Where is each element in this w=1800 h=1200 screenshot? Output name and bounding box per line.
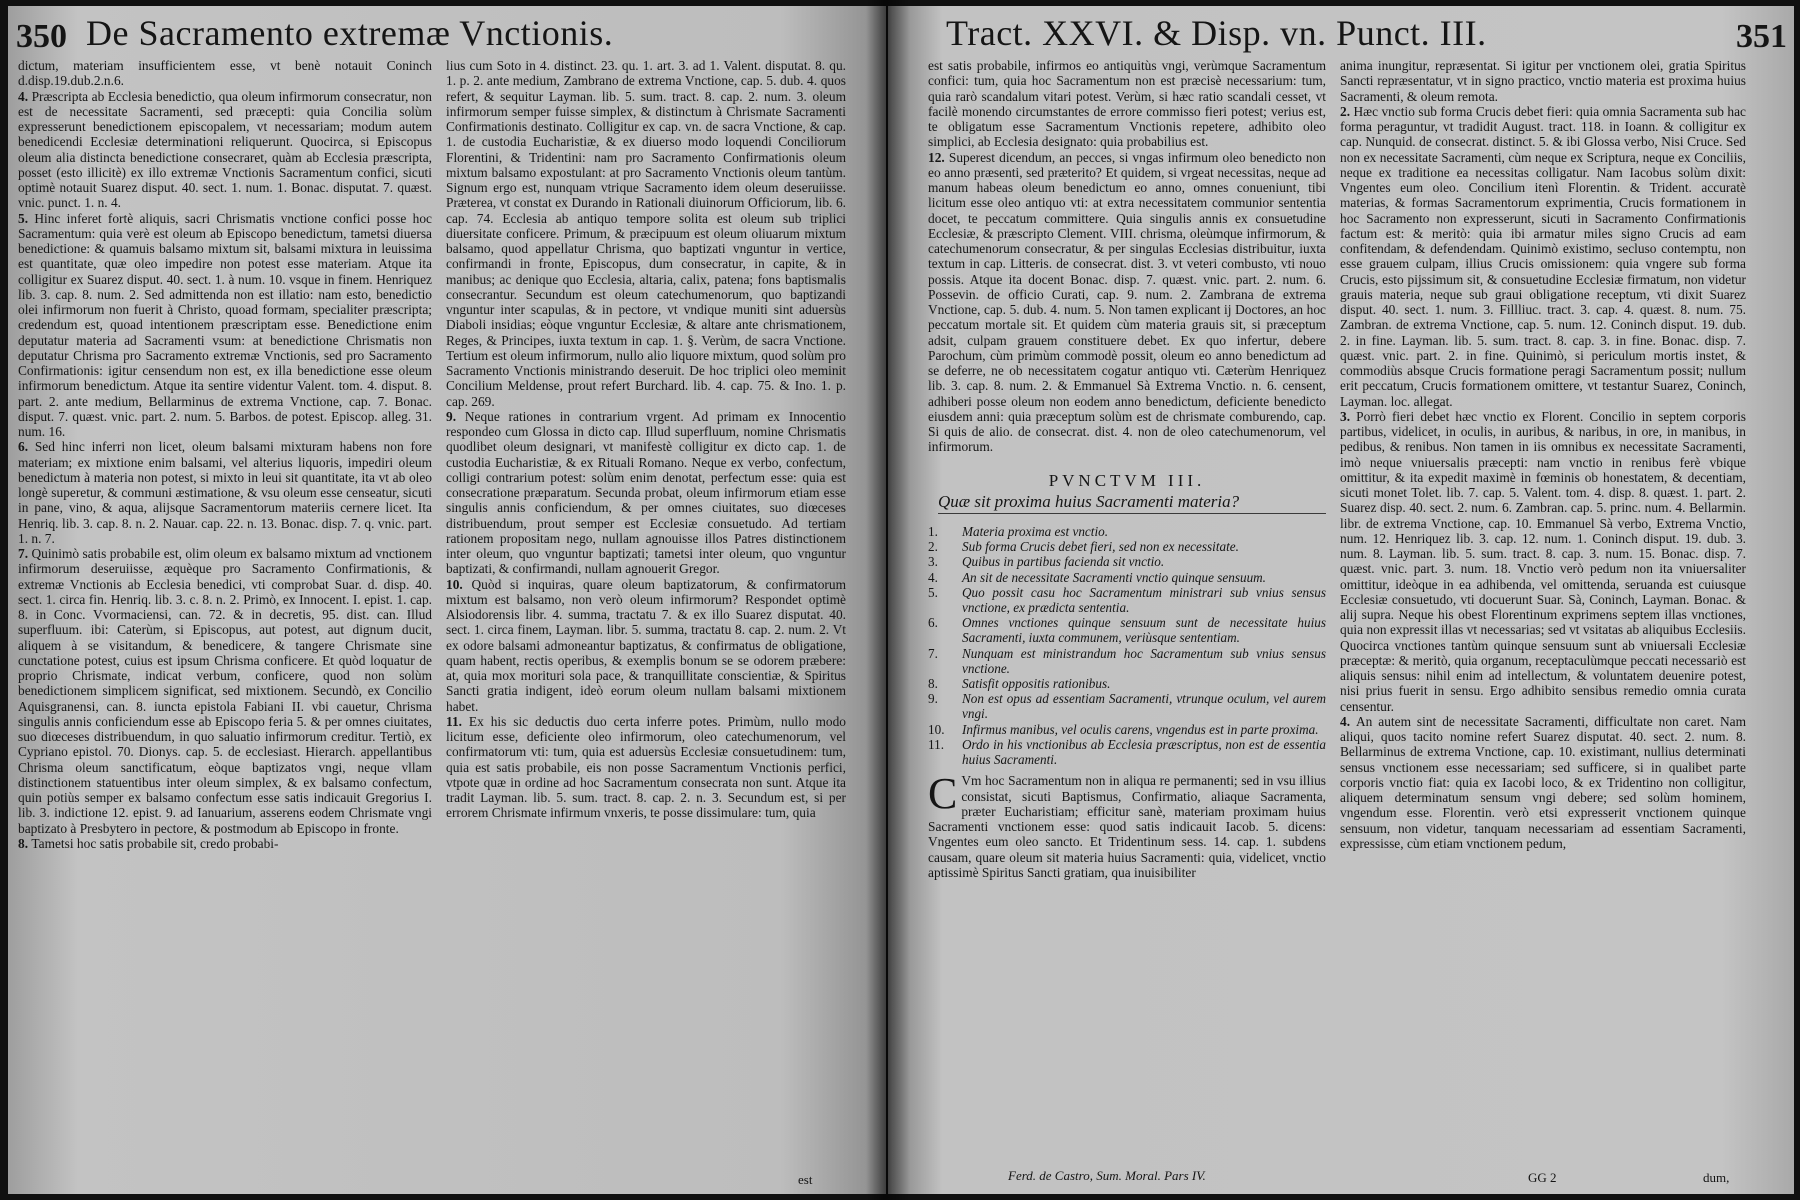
summary-item (928, 676, 1326, 691)
summary-item-text: Materia proxima est vnctio. (962, 524, 1109, 539)
paragraph-number: 2. (1340, 103, 1354, 119)
left-col2-paragraph: 11. Ex his sic deductis duo certa inferre potes. Primùm, nullo modo licitum esse, deficiente oleo infirmorum, oleo catechumenorum, vel confirmatorum vti: tum, quia est aduersùs Ecclesiæ consuetudinem: tum, quia est satis probabile, eis non posse Sacramentum Vnctionis perfici, vtpote quæ in ordine ad hoc Sacramentum consecrata non sunt. Atque ita tradit Layman. lib. 5. sum. tract. 8. cap. 2. n. 3. Secundum est, si per errorem Chrismate infirmum vnxeris, te posse dissimulare: tum, quia (446, 713, 846, 821)
summary-item (928, 539, 1326, 554)
summary-item-number: 9. (928, 691, 938, 707)
catchword: dum, (1703, 1170, 1730, 1185)
summary-item-number: 4. (928, 569, 938, 585)
left-col1-paragraph: 4. Præscripta ab Ecclesia benedictio, qua oleum infirmorum consecratur, non est de necessitate Sacramenti, sed præcepti: quia Concilia solùm expresserunt benedictionem episcopalem, vt necessariam; modum autem benedicendi Ecclesiæ determinationi reliquerunt. Quocirca, si Episcopus oleum alia distincta benedictione consecraret, quàm ab Ecclesia præscripta, posset (esto illicitè) ex illo extremæ Vnctionis Sacramentum confici, sicuti optimè notauit Suarez disput. 40. sect. 1. num. 1. Bonac. disputat. 7. quæst. vnic. punct. 1. n. 4. (18, 88, 432, 211)
paragraph-number: 10. (446, 576, 472, 592)
running-head: De Sacramento extremæ Vnctionis. (86, 13, 614, 53)
left-col1-paragraph: 7. Quinimò satis probabile est, olim oleum ex balsamo mixtum ad vnctionem infirmorum deseruiisse, æquèque pro Sacramento Confirmationis, & extremæ Vnctionis ab Ecclesia benedici, vti comprobat Suar. d. disp. 40. sect. 1. circa fin. Henriq. lib. 3. c. 8. n. 2. Primò, ex Innocent. I. epist. 1. cap. 8. in Conc. Vvormaciensi, can. 72. & in decretis, 95. dist. can. Illud superfluum. ibi: Caterùm, si Episcopus, aut potest, aut dignum ducit, aliquem à se visitandum, & benedicere, & tangere Chrismate sine cunctatione potest, cuius est ipsum Chrisma conficere. Et quòd loquatur de proprio Chrismate, indicat verbum, conficere, quod non solùm benedictionem simplicem significat, sed mixtionem. Secundò, ex Concilio Aquisgranensi, can. 8. iuncta epistola Fabiani II. vbi cauetur, Chrisma singulis annis conficiendum esse ab Episcopo feria 5. & per omnes ciuitates, suo diœceses distribuendum, in quo saluatio infirmorum creditur. Tertiò, ex Cypriano epistol. 70. Dionys. cap. 5. de ecclesiast. Hierarch. appellantibus Chrisma oleum sanctificatum, eòque baptizatos vngi, neque vllam distinctionem statuentibus inter oleum simplex, & ex balsamo confectum, quin potiùs semper ex balsamo confectum esse satis indicauit Gregorius I. lib. 3. indictione 12. epist. 9. ad Ianuarium, asserens eodem Chrismate vngi baptizato à Presbytero in pectore, & postmodum ab Episcopo in fronte. (18, 546, 432, 836)
summary-item-text: Sub forma Crucis debet fieri, sed non ex necessitate. (962, 539, 1239, 555)
left-col2-paragraph: lius cum Soto in 4. distinct. 23. qu. 1. art. 3. ad 1. Valent. disputat. 8. qu. 1. p. 2. ante medium, Zambrano de extrema Vnctione, cap. 5. dub. 4. quos refert, & sequitur Layman. lib. 5. sum. tract. 8. cap. 2. num. 3. oleum infirmorum semper fuisse simplex, & distinctum à Chrismate Sacramenti Confirmationis destinato. Colligitur ex cap. vn. de sacra Vnctione, & cap. 1. de custodia Eucharistiæ, & ex diuerso modo loquendi Conciliorum Florentini, & Tridentini: nam pro Sacramento Confirmationis oleum mixtum balsamo expostulant: at pro Sacramento Vnctionis oleum tantùm. Signum ergo est, nunquam vtrique Sacramento idem oleum deseruiisse. Præterea, vt constat ex Durando in Rationali diuinorum Officiorum, lib. 6. cap. 74. Ecclesia ab antiquo tempore solita est oleum sub triplici diuersitate conficere. Primum, & præcipuum est oleum oliuarum mixtum balsamo, quod appellatur Chrisma, quo baptizati vnguntur in vertice, confirmandi in fronte, Episcopus, dum consecratur, in capite, & in manibus; ac denique quo Ecclesia, altaria, calix, patena; fons baptismalis consecrantur. Secundum est oleum catechumenorum, quo baptizandi vnguntur inter scapulas, & in pectore, vt vndique muniti sint aduersùs Diaboli insidias; eòque vnguntur Ecclesiæ, & altare ante chrismationem, Reges, & Principes, iuxta textum in cap. 1. §. Verùm, de sacra Vnctione. Tertium est oleum infirmorum, nullo alio liquore mixtum, quod solùm pro Sacramento Vnctionis ministrando deseruit. De hoc triplici oleo meminit Concilium Meldense, prout refert Burchard. lib. 4. cap. 75. & Ino. 1. p. cap. 269. (446, 58, 846, 409)
right-col2-paragraph: 3. Porrò fieri debet hæc vnctio ex Florent. Concilio in septem corporis partibus, videlicet, in oculis, in auribus, & naribus, in ore, in manibus, in pedibus, & renibus. Non tamen in iis omnibus ex necessitate Sacramenti, imò neque vniuersalis præcepti: nam vnctio in renibus ferè vbique omittitur, & ita expedit maximè in fœminis ob honestatem, & decentiam, sicuti monet Tolet. lib. 7. cap. 5. Valent. tom. 4. disp. 8. quæst. 1. part. 2. Suarez disp. 40. sect. 2. num. 6. Zambran. cap. 5. princ. num. 4. Bellarmin. libr. de extrema Vnctione, cap. 10. Emmanuel Sà verbo, Extrema Vnctio, num. 12. Henriquez lib. 3. cap. 12. num. 1. Coninch disput. 19. dub. 3. num. 8. Layman. lib. 5. sum. tract. 8. cap. 3. num. 15. Bonac. disp. 7. quæst. vnic. part. 3. num. 18. Vnctio verò pedum non ita vniuersaliter omittitur, ideòque in ea adhibenda, vel omittenda, seruanda est cuiusque Ecclesiæ consuetudo, vti docuerunt Suar. Sà, Coninch, Layman. Bonac. & alij supra. Neque his obest Florentinum exprimens septem illas vnctiones, quia non expressit illas vt necessarias; sed vt vsitatas ab aliquibus Ecclesiis. Quocirca vnctiones tantùm quinque sensuum sunt ab vniuersali Ecclesiæ præceptæ: & meritò, quia organum, receptaculùmque peccati necessariò est aliquis sensus: nihil enim ad intellectum, & voluntatem deuenire potest, nisi prius fuerit in sensu. Ergo adhibito sensibus remedio omnia curata censentur. (1340, 408, 1746, 714)
paragraph-number: 8. (18, 835, 32, 851)
page-number: 351 (1736, 18, 1787, 55)
summary-item-number: 3. (928, 554, 938, 570)
paragraph-number: 7. (18, 546, 32, 561)
summary-item (928, 737, 1326, 767)
paragraph-number: 12. (928, 149, 949, 165)
left-col1-paragraph: 5. Hinc inferet fortè aliquis, sacri Chrismatis vnctione confici posse hoc Sacramentum: quia verè est oleum ab Episcopo benedictum, tametsi diuersa benedictione: & quamuis balsamo mixtum sit, balsami mixtura in leuissima est quantitate, quæ oleo impedire non potest esse materiam. Atque ita colligitur ex Suarez disput. 40. sect. 1. à num. 10. vsque in finem. Henriquez lib. 3. cap. 8. num. 2. Sed admittenda non est illatio: nam esto, benedictio olei infirmorum non fuerit à Christo, quoad formam, specialiter præscripta; credendum est, quoad intentionem præscriptam esse. Benedictione enim deputatur materia ad Sacramenti vsum: at benedictione Chrismatis non deputatur Chrisma pro Sacramento extremæ Vnctionis, sed pro Sacramento Confirmationis: igitur censendum non est, ex illa benedictione esse oleum infirmorum benedictum. Atque ita sentire videntur Valent. tom. 4. disput. 8. part. 2. ante medium, Bellarminus de extrema Vnctione, cap. 7. Bonac. disput. 7. quæst. vnic. part. 2. num. 5. Barbos. de potest. Episcop. alleg. 31. num. 16. (18, 210, 432, 439)
right-column-2 (1340, 58, 1746, 1182)
right-column-1 (928, 58, 1326, 1182)
left-col1-paragraph: dictum, materiam insufficientem esse, vt benè notauit Coninch d.disp.19.dub.2.n.6. (18, 58, 432, 89)
left-col1-paragraph: 6. Sed hinc inferri non licet, oleum balsami mixturam habens non fore materiam; ex mixtione enim balsami, vel alterius liquoris, impediri oleum benedictum à materia non potest, si mixto in leui sit quantitate, ita vt ab oleo longè superetur, & communi æstimatione, & vsu oleum esse censeatur, sicuti in pane, vino, & aqua, alijsque Sacramentorum materiis cernere licet. Ita Henriq. lib. 3. cap. 8. n. 2. Nauar. cap. 22. n. 13. Bonac. disp. 7. q. vnic. part. 1. n. 7. (18, 439, 432, 546)
right-col2-paragraph: anima inungitur, repræsentat. Si igitur per vnctionem olei, gratia Spiritus Sancti repræsentatur, vt in signo practico, vnctio materia est proxima huius Sacramenti, & oleum remota. (1340, 58, 1746, 104)
page-number: 350 (16, 18, 67, 55)
paragraph-number: 3. (1340, 408, 1357, 424)
summary-item-text: Satisfit oppositis rationibus. (962, 676, 1111, 692)
summary-item-text: Ordo in his vnctionibus ab Ecclesia præscriptus, non est de essentia huius Sacramenti. (962, 736, 1326, 768)
left-column-1 (18, 58, 432, 1182)
left-col2-paragraph: 9. Neque rationes in contrarium vrgent. Ad primam ex Innocentio respondeo cum Glossa in dicto cap. Illud superfluum, nomine Chrismatis quodlibet oleum designari, vt manifestè colligitur ex dicto cap. 1. de custodia Eucharistiæ, & ex Rituali Romano. Neque ex verbo, confectum, colligi contrarium potest: solùm enim denotat, perfectum esse: quia est consecratione præparatum. Secunda probat, oleum infirmorum etiam esse singulis annis conficiendum, & per omnes ciuitates, suo diœceses distribuendum, prout semper est Ecclesiæ consuetudo. Ad tertiam rationem propositam nego, nullam agnouisse illos Patres distinctionem inter oleum, quo vnguntur baptizati; tametsi inter oleum, quo vnguntur baptizati, & confirmandi, nullam agnouerit Gregor. (446, 408, 846, 577)
summary-item-text: Quibus in partibus facienda sit vnctio. (962, 554, 1165, 570)
summary-item (928, 524, 1326, 539)
summary-item-text: Non est opus ad essentiam Sacramenti, vtrunque oculum, vel aurem vngi. (962, 691, 1326, 722)
summary-item (928, 691, 1326, 721)
summary-item-number: 11. (928, 736, 944, 752)
right-page (888, 6, 1794, 1194)
paragraph-number: 11. (446, 713, 469, 729)
left-page (8, 6, 886, 1194)
summary-item-number: 7. (928, 645, 938, 661)
paragraph-number: 4. (1340, 713, 1356, 729)
summary-item-number: 8. (928, 676, 938, 692)
left-col2-paragraph: 10. Quòd si inquiras, quare oleum baptizatorum, & confirmatorum mixtum est balsamo, non verò oleum infirmorum? Respondet optimè Alsiodorensis libr. 4. summa, tractatu 7. & ex illo Suarez disputat. 40. sect. 1. circa finem, Layman. libr. 5. summa, tractatu 8. cap. 2. num. 2. Vt ex odore balsami admoneantur baptizatus, & confirmatus de obligatione, quam habent, rectis operibus, & exemplis bonum se se odorem præbere: at, quia mox morituri sola pace, & tranquillitate conscientiæ, & Spiritus Sancti gratia indigent, ideò eorum oleum nullam balsami mixtionem habet. (446, 576, 846, 714)
summary-list (928, 524, 1326, 767)
catchword: est (798, 1172, 813, 1187)
left-col1-paragraph: 8. Tametsi hoc satis probabile sit, credo probabi- (18, 835, 279, 851)
summary-item-text: Infirmus manibus, vel oculis carens, vngendus est in parte proxima. (962, 721, 1319, 737)
signature-mark: GG 2 (1528, 1170, 1557, 1185)
summary-item-number: 2. (928, 539, 938, 555)
right-col1-paragraph: 12. Superest dicendum, an pecces, si vngas infirmum oleo benedicto non eo anno præsenti, sed præterito? Et quidem, si vrgeat necessitas, neque ad manum habeas oleum benedictum eo anno, omnes conueniunt, tibi licitum esse oleo antiquo vti: at extra necessitatem communior sententia docet, te peccatum committere. Quia singulis annis ex consuetudine Ecclesiæ, & præscripto Clement. VIII. chrisma, oleùmque infirmorum, & catechumenorum consecratur, & per singulas Ecclesias distribuitur, iuxta textum in cap. Litteris. de consecrat. dist. 3. vt veteri combusto, vti nouo possis. Atque ita docent Bonac. disp. 7. quæst. vnic. part. 2. num. 6. Possevin. de officio Curati, cap. 9. num. 2. Zambrana de extrema Vnctione, cap. 5. dub. 4. num. 5. Non tamen explicant ij Doctores, an hoc peccatum mortale sit. Et quidem cùm materia grauis sit, si præceptum adsit, culpam grauem constituere debet. Ex quo infertur, debere Parochum, cùm primùm commodè possit, oleum eo anno benedictum ad se deferre, ne ob necessitatem cogatur antiquo vti. Cæterùm Henriquez lib. 3. cap. 8. num. 2. & Emmanuel Sà Extrema Vnctio. n. 6. censent, adhiberi posse oleum non eodem anno benedictum, deficiente benedicto eiusdem anni: quia præceptum solùm est de chrismate comburendo, cap. Si quis de alio. de consecrat. dist. 4. non de oleo catechumenorum, vel infirmorum. (928, 149, 1326, 455)
right-col1-paragraph: est satis probabile, infirmos eo antiquitùs vngi, verùmque Sacramentum confici: tum, quia hoc Sacramentum non est præcisè necessarium: tum, quia rarò scandalum vitari potest. Verùm, si hæc ratio scandali cesset, vt facilè monendo circumstantes de errore commisso fieri potest; verius est, te obligatum esse Sacramentum Vnctionis repetere, adhibito oleo simplici, ab Ecclesia designato: quia probabilius est. (928, 58, 1326, 150)
opening-paragraph-text: Vm hoc Sacramentum non in aliqua re permanenti; sed in vsu illius consistat, sicuti Baptismus, Confirmatio, aliaque Sacramenta, præter Eucharistiam; efficitur sanè, materiam proximam huius Sacramenti vnctionem esse: quod satis indicauit Iacob. 5. dicens: Vngentes eum oleo sancto. Et Tridentinum sess. 14. cap. 1. subdens causam, quare oleum sit materia huius Sacramenti: quia, videlicet, vnctio aptissimè Spiritus Sancti gratiam, qua inuisibiliter (928, 773, 1326, 880)
summary-item-text: Nunquam est ministrandum hoc Sacramentum sub vnius sensus vnctione. (962, 645, 1326, 676)
summary-item-number: 10. (928, 721, 945, 737)
paragraph-number: 6. (18, 439, 35, 455)
running-head: Tract. XXVI. & Disp. vn. Punct. III. (946, 13, 1487, 53)
paragraph-number: 5. (18, 210, 35, 226)
left-column-2 (446, 58, 846, 1182)
summary-item (928, 646, 1326, 676)
right-column-1-top-text (928, 58, 1326, 455)
summary-item-number: 6. (928, 615, 938, 631)
right-col2-paragraph: 4. An autem sint de necessitate Sacramenti, difficultate non caret. Nam aliqui, quos tacito nomine refert Suarez disputat. 40. sect. 2. num. 8. Bellarminus de extrema Vnctione, cap. 10. existimant, nullius determinati sensus vnctionem esse necessariam; sed sufficere, si in qualibet parte corporis vnctio fiat: quia ex Iacobi loco, & ex Tridentino non colligitur, aliquem determinatum sensum vngi debere; sed solùm hominem, vngendum esse. Florentin. verò etsi expresserit vnctionem quinque sensuum, non videtur, tanquam necessariam ad essentiam Sacramenti, expressisse, cùm etiam vnctionem pedum, (1340, 713, 1746, 851)
summary-item-text: Omnes vnctiones quinque sensuum sunt de necessitate huius Sacramenti, iuxta communem, veriùsque sententiam. (962, 615, 1326, 646)
punctum-title: PVNCTVM III. (1048, 470, 1206, 490)
summary-item (928, 570, 1326, 585)
summary-item-text: Quo possit casu hoc Sacramentum ministrari sub vnius sensus vnctione, ex prædicta sententia. (962, 584, 1326, 616)
summary-item (928, 615, 1326, 645)
drop-cap: C (928, 769, 958, 819)
paragraph-number: 9. (446, 408, 465, 424)
paragraph-number: 4. (18, 88, 32, 104)
punctum-subtitle: Quæ sit proxima huius Sacramenti materia? (938, 494, 1326, 514)
summary-item (928, 722, 1326, 737)
summary-item-number: 1. (928, 524, 938, 539)
right-col2-paragraph: 2. Hæc vnctio sub forma Crucis debet fieri: quia omnia Sacramenta sub hac forma peraguntur, vt tradidit August. tract. 118. in Ioann. & colligitur ex cap. Nunquid. de consecrat. distinct. 5. & ibi Glossa verbo, Nisi Cruce. Sed non ex necessitate Sacramenti, cùm neque ex Scriptura, neque ex Conciliis, neque ex traditione ea necessitas colligatur. Nam Iacobus solùm dixit: Vngentes eum oleo. Concilium itenì Florentin. & Trident. accuratè materias, & formas Sacramentorum exprimentia, Crucis formationem in hoc Sacramento non expresserunt, sicuti in Sacramento Confirmationis factum est: & meritò: quia ibi armatur miles signo Crucis ad eam confitendam, & defendendam. Quinimò existimo, secluso contemptu, non esse grauem culpam, illius Crucis omissionem: quia vngere sub forma Crucis, esto pijssimum sit, & consuetudine Ecclesiæ firmatum, non videtur grauis materia, neque sub graui obligatione receptum, vti dixit Suarez disput. 40. sect. 1. num. 3. Fillliuc. tract. 3. cap. 4. quæst. 8. num. 75. Zambran. de extrema Vnctione, cap. 5. num. 12. Coninch disput. 19. dub. 2. in fine. Layman. lib. 5. sum. tract. 8. cap. 3. in fine. Bonac. disp. 7. quæst. vnic. part. 2. in fine. Quinimò, si periculum mortis instet, & commodiùs absque Crucis formatione peragi Sacramentum possit; nullum erit peccatum, Crucis formationem omittere, vt testantur Suarez, Coninch, Layman. loc. allegat. (1340, 103, 1746, 409)
summary-item (928, 585, 1326, 615)
summary-item (928, 554, 1326, 569)
summary-item-number: 5. (928, 584, 938, 600)
opening-paragraph (928, 769, 1326, 880)
summary-item-text: An sit de necessitate Sacramenti vnctio quinque sensuum. (962, 569, 1266, 585)
footer-title: Ferd. de Castro, Sum. Moral. Pars IV. (1008, 1168, 1206, 1183)
